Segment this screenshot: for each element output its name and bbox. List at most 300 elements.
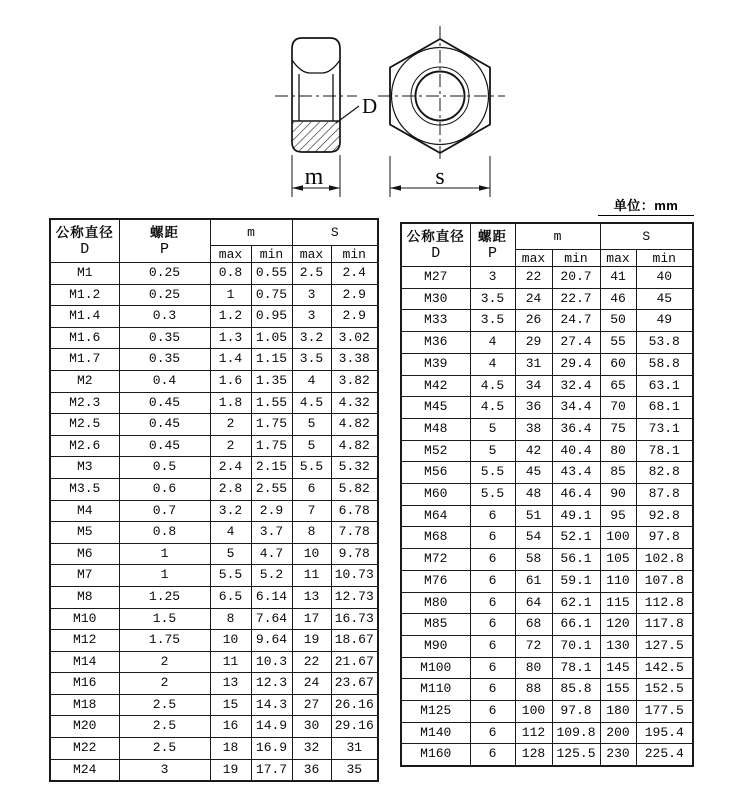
table-cell: 6 [470,657,515,679]
col-header-diameter-cn: 公称直径 [406,228,465,244]
table-cell: 177.5 [636,701,693,723]
table-row [50,457,378,479]
table-row [50,370,378,392]
table-row [50,630,378,652]
table-row [401,418,693,440]
table-cell: M5 [50,522,119,544]
table-cell: 10.3 [251,651,292,673]
table-row [401,440,693,462]
dimension-m-label: m [304,164,324,190]
col-header-m-max: max [515,250,552,267]
table-row [401,744,693,766]
s-arrow-left [390,185,401,190]
table-cell: 64 [515,592,552,614]
table-cell: 36 [292,759,331,781]
table-cell: M3.5 [50,478,119,500]
table-cell: 2.5 [119,738,210,760]
table-cell: 32.4 [552,375,600,397]
table-cell: M2.3 [50,392,119,414]
table-cell: 2.4 [331,263,378,285]
table-cell: M160 [401,744,470,766]
table-cell: M45 [401,397,470,419]
table-row [50,759,378,781]
table-cell: 24 [292,673,331,695]
table-cell: 9.78 [331,543,378,565]
table-cell: 6.5 [210,586,251,608]
table-cell: 50 [600,310,636,332]
table-row [50,543,378,565]
table-cell: M68 [401,527,470,549]
table-cell: 80 [515,657,552,679]
table-cell: 12.3 [251,673,292,695]
table-cell: 31 [515,353,552,375]
table-cell: 48 [515,484,552,506]
table-cell: 7 [292,500,331,522]
bore-diameter-callout [336,94,377,123]
table-cell: 1 [210,284,251,306]
table-cell: 97.8 [636,527,693,549]
col-group-s: S [600,223,693,250]
dimension-s-label: s [435,164,445,190]
table-cell: M1.6 [50,327,119,349]
table-cell: 52.1 [552,527,600,549]
table-cell: 100 [515,701,552,723]
table-cell: 16 [210,716,251,738]
table-cell: 7.78 [331,522,378,544]
col-header-m-min: min [251,246,292,263]
table-cell: 10 [210,630,251,652]
table-cell: 4.82 [331,414,378,436]
table-cell: 0.7 [119,500,210,522]
table-cell: 3.5 [470,310,515,332]
table-cell: 2 [210,414,251,436]
table-cell: M10 [50,608,119,630]
table-cell: 59.1 [552,570,600,592]
table-cell: 29.16 [331,716,378,738]
table-cell: 17 [292,608,331,630]
table-cell: 105 [600,549,636,571]
table-cell: 13 [292,586,331,608]
table-cell: 87.8 [636,484,693,506]
col-group-s: S [292,219,378,246]
table-cell: M24 [50,759,119,781]
col-group-m: m [515,223,600,250]
table-cell: 41 [600,267,636,289]
col-header-pitch-sym: P [159,240,169,258]
col-header-diameter-sym: D [80,240,90,258]
table-cell: M48 [401,418,470,440]
table-cell: 1.55 [251,392,292,414]
table-cell: 8 [210,608,251,630]
table-cell: 27 [292,694,331,716]
table-cell: 75 [600,418,636,440]
table-cell: 0.35 [119,327,210,349]
table-cell: 5.5 [470,484,515,506]
table-cell: M39 [401,353,470,375]
table-row [50,694,378,716]
table-cell: 127.5 [636,635,693,657]
table-cell: 152.5 [636,679,693,701]
table-cell: 142.5 [636,657,693,679]
m-arrow-left [292,185,303,190]
table-cell: 6 [470,701,515,723]
col-header-diameter [50,219,119,263]
table-cell: 0.45 [119,435,210,457]
table-cell: 1.15 [251,349,292,371]
table-cell: 1.35 [251,370,292,392]
col-header-pitch-cn: 螺距 [478,228,507,244]
table-cell: 5.82 [331,478,378,500]
table-cell: 112 [515,722,552,744]
table-cell: 30 [292,716,331,738]
table-row [401,332,693,354]
table-cell: 2.9 [251,500,292,522]
col-header-m-max: max [210,246,251,263]
table-cell: 90 [600,484,636,506]
table-row [50,565,378,587]
table-cell: 22.7 [552,288,600,310]
side-view-chamfer-facet-line [292,60,340,73]
table-cell: M76 [401,570,470,592]
table-cell: 85 [600,462,636,484]
table-row [50,284,378,306]
table-body [401,267,693,767]
table-cell: 6 [470,527,515,549]
table-cell: 2.8 [210,478,251,500]
table-cell: 15 [210,694,251,716]
hex-nut-technical-drawing [0,0,750,215]
table-cell: 58 [515,549,552,571]
table-cell: 2 [210,435,251,457]
table-cell: 2.55 [251,478,292,500]
table-cell: 1.4 [210,349,251,371]
table-cell: 128 [515,744,552,766]
table-cell: 58.8 [636,353,693,375]
table-cell: 6 [470,592,515,614]
table-row [50,738,378,760]
table-cell: 10 [292,543,331,565]
table-row [401,288,693,310]
table-cell: 180 [600,701,636,723]
table-cell: 26.16 [331,694,378,716]
table-cell: 1.2 [210,306,251,328]
table-cell: 70 [600,397,636,419]
table-cell: M64 [401,505,470,527]
table-cell: 53.8 [636,332,693,354]
table-cell: 1 [119,565,210,587]
table-cell: 5 [470,440,515,462]
table-cell: 0.6 [119,478,210,500]
table-cell: 4.32 [331,392,378,414]
table-row [50,651,378,673]
unit-note: 单位：mm [598,195,694,216]
col-header-diameter-cn: 公称直径 [55,224,114,240]
table-cell: 85.8 [552,679,600,701]
table-cell: 110 [600,570,636,592]
table-cell: 1 [119,543,210,565]
table-cell: M30 [401,288,470,310]
table-cell: 46.4 [552,484,600,506]
col-header-m-min: min [552,250,600,267]
table-cell: 7.64 [251,608,292,630]
table-cell: 42 [515,440,552,462]
table-cell: 21.67 [331,651,378,673]
table-cell: 51 [515,505,552,527]
table-cell: 29.4 [552,353,600,375]
table-cell: 5.5 [470,462,515,484]
table-cell: 6.14 [251,586,292,608]
table-cell: 63.1 [636,375,693,397]
table-cell: M16 [50,673,119,695]
table-cell: 3 [292,306,331,328]
table-cell: M85 [401,614,470,636]
table-cell: 2.5 [292,263,331,285]
table-cell: 1.75 [251,414,292,436]
table-row [401,549,693,571]
col-header-diameter-sym: D [431,244,441,262]
table-cell: 1.6 [210,370,251,392]
table-cell: 45 [515,462,552,484]
table-row [401,462,693,484]
table-cell: 6 [470,679,515,701]
table-cell: 3.2 [210,500,251,522]
table-cell: 68 [515,614,552,636]
table-cell: 145 [600,657,636,679]
table-cell: 0.75 [251,284,292,306]
table-cell: M80 [401,592,470,614]
col-header-s-min: min [636,250,693,267]
table-cell: 27.4 [552,332,600,354]
table-cell: M2.5 [50,414,119,436]
table-cell: 24.7 [552,310,600,332]
table-cell: 5.32 [331,457,378,479]
table-cell: 102.8 [636,549,693,571]
table-cell: 109.8 [552,722,600,744]
table-row [50,716,378,738]
col-header-pitch [470,223,515,267]
table-cell: 3.2 [292,327,331,349]
table-cell: 2.4 [210,457,251,479]
table-cell: M12 [50,630,119,652]
table-cell: 9.64 [251,630,292,652]
table-cell: 2.9 [331,284,378,306]
table-cell: 1.75 [251,435,292,457]
table-cell: 6 [470,744,515,766]
table-cell: M90 [401,635,470,657]
table-cell: 26 [515,310,552,332]
table-cell: 35 [331,759,378,781]
table-cell: M8 [50,586,119,608]
table-row [401,614,693,636]
table-cell: M14 [50,651,119,673]
spec-table-m1-m24 [49,218,379,782]
table-cell: 107.8 [636,570,693,592]
table-cell: M125 [401,701,470,723]
table-cell: 14.3 [251,694,292,716]
table-cell: 8 [292,522,331,544]
table-header [50,219,378,263]
table-cell: 11 [292,565,331,587]
table-cell: 1.3 [210,327,251,349]
table-cell: 1.8 [210,392,251,414]
table-cell: 29 [515,332,552,354]
table-cell: 19 [210,759,251,781]
table-cell: 3.02 [331,327,378,349]
table-cell: 0.35 [119,349,210,371]
table-cell: 72 [515,635,552,657]
table-cell: 16.9 [251,738,292,760]
table-cell: M1.2 [50,284,119,306]
table-cell: M2 [50,370,119,392]
table-cell: 3.38 [331,349,378,371]
table-cell: 18.67 [331,630,378,652]
table-cell: 0.8 [119,522,210,544]
table-cell: 73.1 [636,418,693,440]
table-cell: 80 [600,440,636,462]
table-cell: 92.8 [636,505,693,527]
table-cell: 2.9 [331,306,378,328]
col-header-pitch [119,219,210,263]
table-cell: 60 [600,353,636,375]
table-cell: 82.8 [636,462,693,484]
table-cell: 6 [470,614,515,636]
table-row [50,306,378,328]
table-row [50,478,378,500]
table-cell: 0.95 [251,306,292,328]
table-cell: 4 [470,332,515,354]
table-cell: 65 [600,375,636,397]
table-cell: 2.15 [251,457,292,479]
table-row [401,267,693,289]
table-cell: 6 [470,570,515,592]
table-cell: M4 [50,500,119,522]
table-cell: 3 [292,284,331,306]
table-cell: 4.82 [331,435,378,457]
table-cell: 24 [515,288,552,310]
table-cell: 70.1 [552,635,600,657]
table-cell: 43.4 [552,462,600,484]
table-cell: 130 [600,635,636,657]
table-cell: 62.1 [552,592,600,614]
table-cell: M6 [50,543,119,565]
table-cell: 32 [292,738,331,760]
table-cell: M1 [50,263,119,285]
table-cell: 23.67 [331,673,378,695]
table-cell: 3.7 [251,522,292,544]
table-cell: 3.82 [331,370,378,392]
table-cell: 16.73 [331,608,378,630]
table-cell: 0.25 [119,284,210,306]
table-cell: 88 [515,679,552,701]
table-row [50,673,378,695]
table-cell: 19 [292,630,331,652]
table-cell: 6 [470,635,515,657]
col-group-m: m [210,219,292,246]
col-header-s-max: max [600,250,636,267]
table-cell: 1.25 [119,586,210,608]
table-cell: 36.4 [552,418,600,440]
table-cell: 112.8 [636,592,693,614]
table-body [50,263,378,782]
table-cell: M7 [50,565,119,587]
table-cell: 0.4 [119,370,210,392]
table-cell: 0.55 [251,263,292,285]
table-cell: 100 [600,527,636,549]
table-cell: M36 [401,332,470,354]
table-cell: M27 [401,267,470,289]
table-cell: 78.1 [552,657,600,679]
table-cell: 11 [210,651,251,673]
table-cell: M20 [50,716,119,738]
table-cell: 1.05 [251,327,292,349]
table-cell: 0.5 [119,457,210,479]
table-cell: 5 [292,414,331,436]
table-cell: 4 [470,353,515,375]
table-cell: 0.25 [119,263,210,285]
table-cell: 17.7 [251,759,292,781]
table-cell: M22 [50,738,119,760]
table-row [401,570,693,592]
table-cell: 4 [292,370,331,392]
table-row [401,505,693,527]
table-row [50,522,378,544]
table-cell: 4.7 [251,543,292,565]
table-cell: 95 [600,505,636,527]
table-cell: 12.73 [331,586,378,608]
table-cell: 18 [210,738,251,760]
table-row [401,375,693,397]
table-cell: 2.5 [119,694,210,716]
table-cell: M18 [50,694,119,716]
table-cell: 10.73 [331,565,378,587]
table-cell: 55 [600,332,636,354]
table-row [401,353,693,375]
table-cell: 40.4 [552,440,600,462]
table-cell: 5.5 [210,565,251,587]
table-cell: 45 [636,288,693,310]
table-header [401,223,693,267]
table-row [401,679,693,701]
table-cell: 40 [636,267,693,289]
table-cell: 195.4 [636,722,693,744]
table-cell: 1.75 [119,630,210,652]
table-cell: 56.1 [552,549,600,571]
table-cell: M72 [401,549,470,571]
table-cell: 3 [470,267,515,289]
table-cell: 117.8 [636,614,693,636]
table-cell: 20.7 [552,267,600,289]
side-view-hatched-section [292,122,340,152]
table-cell: 4.5 [470,397,515,419]
bore-diameter-label: D [362,94,378,118]
table-cell: 5 [292,435,331,457]
table-cell: 4.5 [470,375,515,397]
col-header-s-max: max [292,246,331,263]
table-cell: 0.45 [119,414,210,436]
table-row [50,327,378,349]
table-row [401,310,693,332]
table-cell: 6 [470,505,515,527]
table-cell: 78.1 [636,440,693,462]
table-cell: M110 [401,679,470,701]
table-cell: 4.5 [292,392,331,414]
table-cell: 3 [119,759,210,781]
col-header-pitch-cn: 螺距 [150,224,179,240]
table-cell: 155 [600,679,636,701]
table-row [401,635,693,657]
table-cell: 0.3 [119,306,210,328]
table-cell: 13 [210,673,251,695]
